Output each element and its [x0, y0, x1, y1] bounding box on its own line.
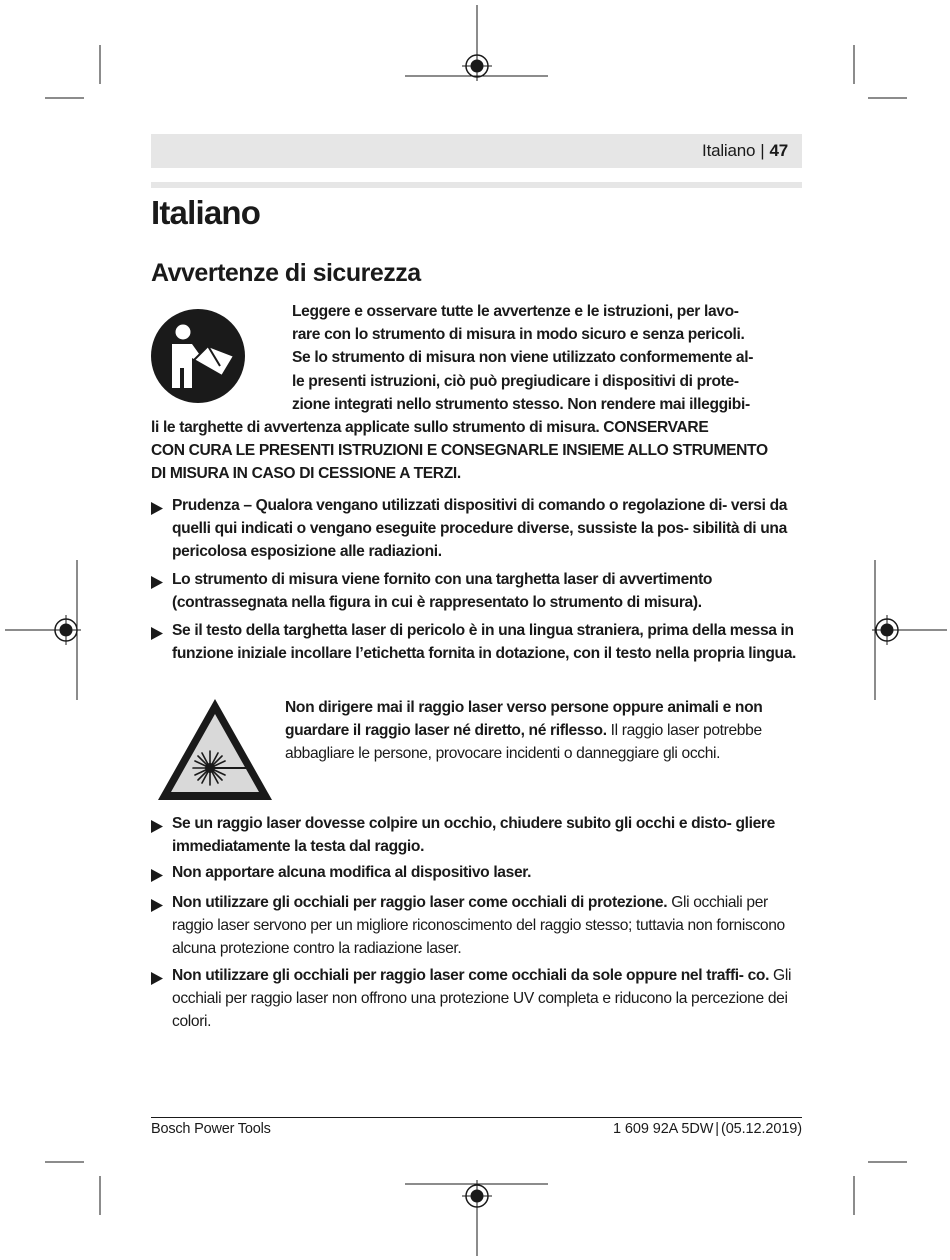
- bullet-bold-text: Non utilizzare gli occhiali per raggio laser come occhiali di protezione.: [172, 894, 668, 911]
- footer-date: (05.12.2019): [720, 1121, 802, 1137]
- bullet-bold-text: Se il testo della targhetta laser di pericolo è in una lingua straniera, prima della messa in funzione iniziale incollare l’etichetta fornita in dotazione, con il testo nella propria lingua.: [172, 622, 797, 663]
- bullet-bold-text: Non apportare alcuna modifica al dispositivo laser.: [172, 864, 532, 881]
- bullet-arrow-icon: [151, 624, 163, 647]
- header-separator: |: [760, 141, 765, 160]
- footer-doc-info: [613, 1121, 802, 1137]
- intro-line: CON CURA LE PRESENTI ISTRUZIONI E CONSEGNARLE INSIEME ALLO STRUMENTO: [151, 442, 768, 460]
- registration-mark-icon: [462, 51, 492, 81]
- registration-mark-icon: [462, 1181, 492, 1211]
- intro-line: Leggere e osservare tutte le avvertenze e le istruzioni, per lavo-: [292, 303, 739, 320]
- registration-mark-icon: [872, 615, 902, 645]
- section-title: Avvertenze di sicurezza: [151, 259, 421, 287]
- header-rule: [151, 182, 802, 188]
- footer-brand: Bosch Power Tools: [151, 1121, 271, 1137]
- bullet-normal-text: Gli occhiali per raggio laser servono per un migliore riconoscimento del raggio stesso; tuttavia non forniscono alcuna protezione contro la radiazione laser.: [172, 894, 785, 958]
- list-item: [151, 861, 803, 884]
- bullet-bold-text: Prudenza – Qualora vengano utilizzati dispositivi di comando o regolazione di- versi da quelli qui indicati o vengano eseguite procedure diverse, sussiste la pos- sibilità di una pericolosa esposizione alle radiazioni.: [172, 497, 788, 561]
- list-item: [151, 812, 803, 858]
- intro-line: Se lo strumento di misura non viene utilizzato conformemente al-: [292, 349, 754, 367]
- laser-warning-icon: [156, 697, 274, 803]
- laser-warning-bold: Non dirigere mai il raggio laser verso persone oppure animali e non guardare il raggio laser né diretto, né riflesso.: [285, 699, 763, 740]
- list-item: [151, 568, 803, 614]
- bullet-arrow-icon: [151, 817, 163, 840]
- list-item: [151, 891, 803, 961]
- intro-line: li le targhette di avvertenza applicate sullo strumento di misura. CONSERVARE: [151, 419, 709, 436]
- bullet-bold-text: Se un raggio laser dovesse colpire un occhio, chiudere subito gli occhi e disto- gliere immediatamente la testa dal raggio.: [172, 815, 775, 856]
- bullet-arrow-icon: [151, 969, 163, 992]
- laser-warning-text: [285, 696, 805, 766]
- laser-warning-normal: Il raggio laser potrebbe abbagliare le persone, provocare incidenti o danneggiare gli occhi.: [285, 722, 762, 763]
- bullet-arrow-icon: [151, 896, 163, 919]
- list-item: [151, 619, 803, 665]
- bullet-bold-text: Lo strumento di misura viene fornito con una targhetta laser di avvertimento (contrassegnata nella figura in cui è rappresentato lo strumento di misura).: [172, 571, 713, 612]
- intro-line: le presenti istruzioni, ciò può pregiudicare i dispositivi di prote-: [292, 372, 739, 390]
- list-item: [151, 964, 803, 1034]
- bullet-normal-text: Gli occhiali per raggio laser non offrono una protezione UV completa e riducono la percezione dei colori.: [172, 967, 792, 1031]
- list-item: [151, 494, 803, 564]
- intro-line: rare con lo strumento di misura in modo sicuro e senza pericoli.: [292, 326, 745, 344]
- bullet-arrow-icon: [151, 866, 163, 889]
- footer-doc-number: 1 609 92A 5DW: [613, 1121, 714, 1137]
- intro-line: DI MISURA IN CASO DI CESSIONE A TERZI.: [151, 465, 461, 483]
- read-manual-icon: [150, 308, 246, 404]
- footer-rule: [151, 1117, 802, 1118]
- bullet-arrow-icon: [151, 573, 163, 596]
- intro-line: zione integrati nello strumento stesso. Non rendere mai illeggibi-: [292, 395, 750, 413]
- page-title: Italiano: [151, 194, 261, 231]
- registration-mark-icon: [51, 615, 81, 645]
- running-header: [151, 134, 802, 168]
- footer-separator: |: [715, 1121, 719, 1137]
- page-number: 47: [769, 141, 788, 160]
- bullet-bold-text: Non utilizzare gli occhiali per raggio laser come occhiali da sole oppure nel traffi- co.: [172, 967, 770, 984]
- bullet-arrow-icon: [151, 499, 163, 522]
- header-language: Italiano: [702, 141, 756, 160]
